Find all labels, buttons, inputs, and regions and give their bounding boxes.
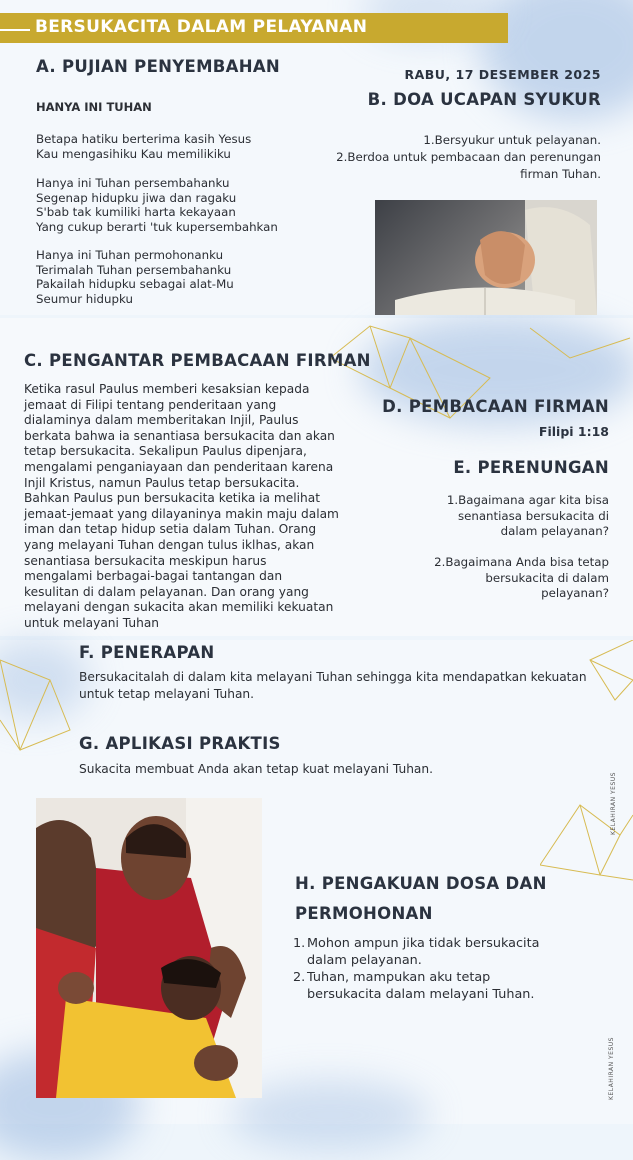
section-g-heading: G. APLIKASI PRAKTIS (79, 734, 281, 753)
section-e-heading: E. PERENUNGAN (453, 458, 609, 477)
reflection-question-1: 1.Bagaimana agar kita bisa senantiasa bersukacita di dalam pelayanan? (446, 493, 609, 538)
section-b-list: 1.Bersyukur untuk pelayanan. 2.Berdoa untuk pembacaan dan perenungan firman Tuhan. (336, 133, 601, 181)
section-f-heading: F. PENERAPAN (79, 643, 215, 662)
section-d-heading: D. PEMBACAAN FIRMAN (382, 397, 609, 416)
confession-item-2: 2. Tuhan, mampukan aku tetap bersukacita dalam melayani Tuhan. (293, 970, 535, 1002)
section-c-heading: C. PENGANTAR PEMBACAAN FIRMAN (24, 351, 371, 370)
confession-list (293, 935, 593, 1003)
date-label: RABU, 17 DESEMBER 2025 (404, 67, 601, 82)
side-label: KELAHIRAN YESUS (610, 772, 617, 835)
gold-geometric-decoration (540, 795, 633, 885)
page-title: BERSUKACITA DALAM PELAYANAN (35, 17, 368, 37)
section-g-body: Sukacita membuat Anda akan tetap kuat melayani Tuhan. (79, 762, 433, 776)
section-f-body: Bersukacitalah di dalam kita melayani Tuhan sehingga kita mendapatkan kekuatan untuk tetap melayani Tuhan. (79, 670, 587, 701)
section-b-heading: B. DOA UCAPAN SYUKUR (367, 90, 601, 109)
side-label: KELAHIRAN YESUS (608, 1037, 615, 1100)
gold-geometric-decoration (0, 640, 80, 770)
song-verse-1: Betapa hatiku berterima kasih Yesus Kau mengasihiku Kau memilikiku (36, 132, 252, 161)
section-h-heading: H. PENGAKUAN DOSA DAN PERMOHONAN (295, 874, 547, 923)
family-praying-photo (36, 798, 262, 1098)
confession-item-1: 1. Mohon ampun jika tidak bersukacita dalam pelayanan. (293, 936, 540, 968)
reflection-question-2: 2.Bagaimana Anda bisa tetap bersukacita di dalam pelayanan? (434, 555, 609, 600)
scripture-reference: Filipi 1:18 (538, 424, 609, 439)
praying-hands-photo (375, 200, 597, 315)
song-verse-3: Hanya ini Tuhan permohonanku Terimalah Tuhan persembahanku Pakailah hidupku sebagai alat-Mu Seumur hidupku (36, 248, 234, 306)
header-line (0, 29, 30, 31)
section-c-body: Ketika rasul Paulus memberi kesaksian kepada jemaat di Filipi tentang penderitaan yang dialaminya dalam memberitakan Injil, Paulus berkata bahwa ia senantiasa bersukacita dan akan tetap bersukacita. Sekalipun Paulus dipenjara, mengalami penganiayaan dan penderitaan karena Injil Kristus, namun Paulus tetap bersukacita. Bahkan Paulus pun bersukacita ketika ia melihat jemaat-jemaat yang dilayaninya makin maju dalam iman dan tetap hidup setia dalam Tuhan. Orang yang melayani Tuhan dengan tulus iklhas, akan senantiasa bersukacita meskipun harus mengalami berbagai-bagai tantangan dan kesulitan di dalam pelayanan. Dan orang yang melayani dengan sukacita akan memiliki kekuatan untuk melayani Tuhan (24, 382, 339, 630)
song-title: HANYA INI TUHAN (36, 100, 152, 114)
section-a-heading: A. PUJIAN PENYEMBAHAN (36, 57, 281, 76)
song-verse-2: Hanya ini Tuhan persembahanku Segenap hidupku jiwa dan ragaku S'bab tak kumiliki harta kekayaan Yang cukup berarti 'tuk kupersembahkan (36, 176, 278, 234)
